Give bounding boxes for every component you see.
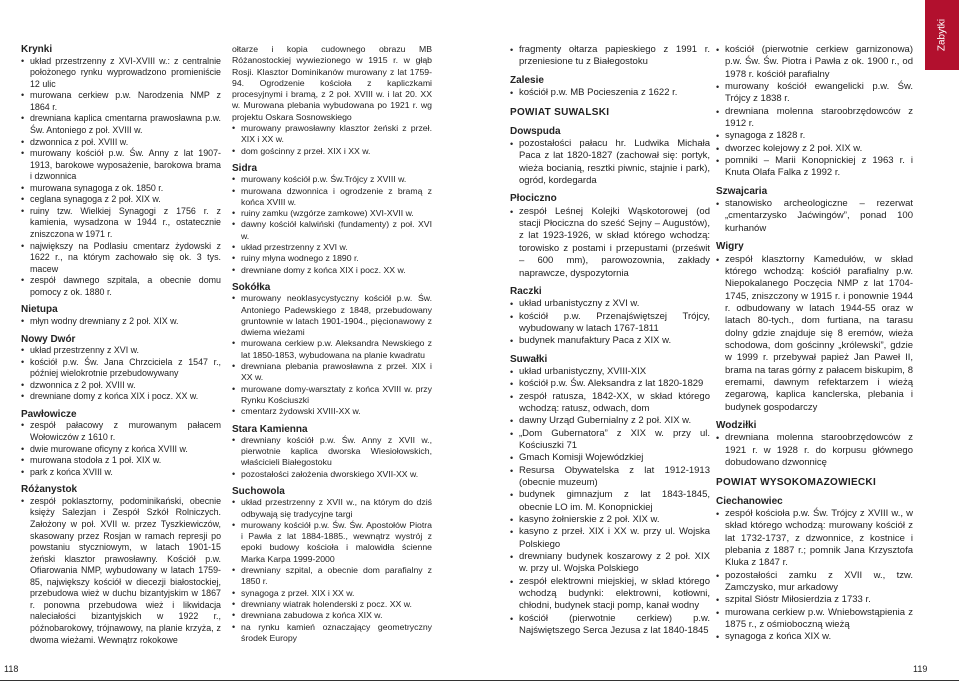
monument-entry: • stanowisko archeologiczne – rezerwat „cmentarzysko Jaćwingów”, ponad 100 kurhanów	[716, 198, 913, 235]
monument-entry: • zespół elektrowni miejskiej, w skład którego wchodzą budynki: elektrowni, kotłowni, chłodni, budynek stacji pomp, kanał wodny	[510, 576, 710, 613]
monument-entry: • pozostałości założenia dworskiego XVII-XX w.	[232, 469, 432, 480]
monument-entry: • drewniany szpital, a obecnie dom parafialny z 1850 r.	[232, 565, 432, 588]
locality-section	[716, 44, 913, 180]
monument-entry: • synagoga z końca XIX w.	[716, 631, 913, 643]
section-tab-label: Zabytki	[936, 18, 948, 52]
monument-entry: • synagoga z 1828 r.	[716, 130, 913, 142]
locality-section	[510, 126, 710, 188]
monument-entry: • murowany kościół p.w. Św.Trójcy z XVIII w.	[232, 174, 432, 185]
section-tab	[925, 0, 959, 70]
monument-list	[510, 206, 710, 280]
footer-rule	[0, 680, 959, 681]
monument-list	[21, 496, 221, 646]
monument-entry: • kasyno z przeł. XIX i XX w. przy ul. Wojska Polskiego	[510, 526, 710, 551]
monument-entry: • murowana cerkiew p.w. Aleksandra Newskiego z lat 1850-1853, wybudowana na planie kwadratu	[232, 338, 432, 361]
monument-entry: • Gmach Komisji Wojewódzkiej	[510, 452, 710, 464]
monument-entry: • zespół pałacowy z murowanym pałacem Wołowiczów z 1610 r.	[21, 420, 221, 443]
monument-entry: • układ urbanistyczny, XVIII-XIX	[510, 366, 710, 378]
locality-section	[510, 75, 710, 100]
monument-entry: • dzwonnica z 2 poł. XVIII w.	[21, 380, 221, 392]
locality-heading: Nietupa	[21, 304, 58, 316]
monument-entry: • murowany kościół ewangelicki p.w. Św. Trójcy z 1838 r.	[716, 81, 913, 106]
locality-heading: Szwajcaria	[716, 185, 768, 197]
locality-section	[510, 44, 710, 69]
monument-entry: • murowana dzwonnica i ogrodzenie z bramą z końca XVIII w.	[232, 186, 432, 209]
monument-list	[716, 198, 913, 235]
county-heading: POWIAT SUWALSKI	[510, 107, 610, 119]
locality-section	[232, 424, 432, 480]
monument-entry: • zespół dawnego szpitala, a obecnie domu pomocy z ok. 1880 r.	[21, 275, 221, 298]
monument-entry: • drewniana plebania prawosławna z przeł. XIX i XX w.	[232, 361, 432, 384]
monument-entry: • młyn wodny drewniany z 2 poł. XIX w.	[21, 316, 221, 328]
locality-section	[232, 44, 432, 157]
locality-section	[716, 420, 913, 469]
locality-heading: Suchowola	[232, 485, 285, 497]
monument-entry: • układ urbanistyczny z XVI w.	[510, 298, 710, 310]
monument-entry: • kościół (pierwotnie cerkiew) p.w. Najświętszego Serca Jezusa z lat 1840-1845	[510, 613, 710, 638]
monument-list	[716, 432, 913, 469]
monument-list	[21, 420, 221, 478]
locality-section	[510, 107, 710, 119]
monument-entry: • murowana cerkiew p.w. Narodzenia NMP z 1864 r.	[21, 90, 221, 113]
monument-entry: • ceglana synagoga z 2 poł. XIX w.	[21, 194, 221, 206]
page-number-right: 119	[913, 664, 928, 674]
locality-section	[716, 477, 913, 489]
monument-list	[232, 293, 432, 417]
locality-heading: Sokółka	[232, 281, 271, 293]
monument-entry: • kościół (pierwotnie cerkiew garnizonowa) p.w. Św. Św. Piotra i Pawła z ok. 1900 r., od 1978 r. kościół parafialny	[716, 44, 913, 81]
monument-entry: • drewniane domy z końca XIX i pocz. XX w.	[232, 265, 432, 276]
monument-entry: • na rynku kamień oznaczający geometryczny środek Europy	[232, 622, 432, 645]
locality-section	[21, 409, 221, 478]
monument-entry: • dawny Urząd Gubernialny z 2 poł. XIX w.	[510, 415, 710, 427]
monument-entry: • drewniany wiatrak holenderski z pocz. XX w.	[232, 599, 432, 610]
monument-entry: • murowany prawosławny klasztor żeński z przeł. XIX i XX w.	[232, 123, 432, 146]
monument-entry: • drewniane domy z końca XIX i pocz. XX w.	[21, 391, 221, 403]
locality-heading: Sidra	[232, 162, 258, 174]
locality-heading: Pawłowicze	[21, 408, 77, 420]
locality-heading: Ciechanowiec	[716, 495, 783, 507]
monument-list	[21, 316, 221, 328]
locality-section	[232, 282, 432, 418]
locality-section	[716, 496, 913, 644]
page-number-left: 118	[4, 664, 19, 674]
locality-heading: Płociczno	[510, 193, 557, 205]
monument-entry: • murowana synagoga z ok. 1850 r.	[21, 183, 221, 195]
monument-list	[510, 44, 710, 69]
locality-section	[21, 304, 221, 327]
locality-section	[510, 193, 710, 279]
monument-list	[510, 87, 710, 99]
locality-heading: Suwałki	[510, 353, 548, 365]
monument-entry: • dworzec kolejowy z 2 poł. XIX w.	[716, 143, 913, 155]
monument-entry: • ruiny tzw. Wielkiej Synagogi z 1756 r. z kamienia, wysadzona w 1944 r., ostatecznie zniszczona w 1971 r.	[21, 206, 221, 241]
monument-entry: • dawny kościół kalwiński (fundamenty) z poł. XVI w.	[232, 219, 432, 242]
monument-list	[510, 138, 710, 187]
monument-entry: • murowana cerkiew p.w. Wniebowstąpienia z 1875 r., z ośmioboczną wieżą	[716, 607, 913, 632]
monument-entry: • zespół poklasztorny, podominikański, obecnie księży Salezjan i Zespół Szkół Rolniczych. Założony w poł. XVII w. przez Tyszkiewiczów, skasowany przez Rosjan w ramach represji po powstaniu styczniowym, w latach 1901-15 żeński klasztor prawosławny. Kościół p.w. Ofiarowania NMP, wybudowany w latach 1759-85, największy kościół w diecezji białostockiej, przebudowa wież w duchu bizantyjskim w 1867 r. ponowna przebudowa wież i likwidacja naleciałości bizantyjskich w 1922 r., późnobarokowy, trójnawowy, na planie krzyża, z dwoma wieżami. Wewnątrz rokokowe	[21, 496, 221, 646]
monument-entry: • drewniana kaplica cmentarna prawosławna p.w. Św. Antoniego z poł. XVIII w.	[21, 113, 221, 136]
locality-section	[21, 44, 221, 298]
monument-entry: • murowany kościół p.w. Św. Św. Apostołów Piotra i Pawła z lat 1884-1885., wewnątrz wystrój z epoki budowy kościoła i malowidła ścienne Marka Karpa 1999-2000	[232, 520, 432, 565]
monument-entry: • synagoga z przeł. XIX i XX w.	[232, 588, 432, 599]
monument-entry: • kasyno żołnierskie z 2 poł. XIX w.	[510, 514, 710, 526]
monument-entry: • dom gościnny z przeł. XIX i XX w.	[232, 146, 432, 157]
monument-list	[510, 298, 710, 347]
monument-list	[510, 366, 710, 638]
locality-heading: Wigry	[716, 241, 744, 253]
monument-entry: • murowany neoklasycystyczny kościół p.w. Św. Antoniego Padewskiego z 1848, przebudowany gruntownie w latach 1901-1904., pięcionawowy z dwiema wieżami	[232, 293, 432, 338]
locality-section	[510, 354, 710, 638]
monument-list	[232, 435, 432, 480]
locality-heading: Różanystok	[21, 484, 78, 496]
locality-section	[232, 163, 432, 276]
locality-section	[21, 484, 221, 646]
monument-entry: • pomniki – Marii Konopnickiej z 1963 r. i Knuta Olafa Falka z 1992 r.	[716, 155, 913, 180]
monument-entry: • dwie murowane oficyny z końca XVIII w.	[21, 444, 221, 456]
locality-heading: Nowy Dwór	[21, 333, 76, 345]
monument-list	[232, 174, 432, 276]
monument-entry: • ruiny zamku (wzgórze zamkowe) XVI-XVII w.	[232, 208, 432, 219]
monument-list	[716, 254, 913, 414]
monument-list	[232, 123, 432, 157]
monument-entry: • cmentarz żydowski XVIII-XX w.	[232, 406, 432, 417]
column-3	[510, 44, 710, 643]
locality-section	[21, 334, 221, 403]
monument-entry: • drewniany kościół p.w. Św. Anny z XVII w., pierwotnie kaplica dworska Wiesiołowskich, właścicieli Białegostoku	[232, 435, 432, 469]
monument-entry: • układ przestrzenny z XVI w.	[232, 242, 432, 253]
monument-entry: • pozostałości zamku z XVII w., tzw. Zamczysko, mur arkadowy	[716, 570, 913, 595]
monument-list	[21, 345, 221, 403]
monument-entry: • drewniany budynek koszarowy z 2 poł. XIX w. przy ul. Wojska Polskiego	[510, 551, 710, 576]
monument-list	[232, 497, 432, 644]
locality-heading: Wodziłki	[716, 419, 757, 431]
monument-entry: • układ przestrzenny z XVI w.	[21, 345, 221, 357]
locality-section	[510, 286, 710, 348]
monument-entry: • budynek gimnazjum z lat 1843-1845, obecnie LO im. M. Konopnickiej	[510, 489, 710, 514]
monument-entry: • kościół p.w. Św. Aleksandra z lat 1820-1829	[510, 378, 710, 390]
monument-entry: • Resursa Obywatelska z lat 1912-1913 (obecnie muzeum)	[510, 465, 710, 490]
locality-section	[716, 186, 913, 235]
monument-entry: • kościół p.w. MB Pocieszenia z 1622 r.	[510, 87, 710, 99]
monument-entry: • drewniana molenna staroobrzędowców z 1921 r. w 1928 r. do korpusu głównego dobudowano dzwonnicę	[716, 432, 913, 469]
continued-text: ołtarze i kopia cudownego obrazu MB Różanostockiej wywiezionego w 1915 r. w głąb Rosji. Klasztor Dominikanów murowany z lat 1759-94. Ogrodzenie kościoła z kapliczkami procesyjnymi i bramą, z 2 poł. XVIII w. i lat 20. XX w. Murowana plebania wybudowana po 1921 r. wg projektu Oskara Sosnowskiego	[232, 44, 432, 122]
column-1	[21, 44, 221, 652]
monument-entry: • kościół p.w. Przenajświętszej Trójcy, wybudowany w latach 1767-1811	[510, 311, 710, 336]
monument-entry: • zespół kościoła p.w. Św. Trójcy z XVIII w., w skład którego wchodzą: murowany kościół z lat 1732-1737, z dzwonnice, z kostnice i plebania z 1887 r.; pomnik Jana Krzysztofa Kluka z 1847 r.	[716, 508, 913, 570]
monument-entry: • drewniana molenna staroobrzędowców z 1912 r.	[716, 106, 913, 131]
monument-entry: • największy na Podlasiu cmentarz żydowski z 1622 r., na którym zachowało się ok. 3 tys. macew	[21, 241, 221, 276]
monument-entry: • dzwonnica z poł. XVIII w.	[21, 137, 221, 149]
column-2	[232, 44, 432, 650]
locality-heading: Dowspuda	[510, 125, 561, 137]
locality-heading: Raczki	[510, 285, 542, 297]
monument-entry: • murowane domy-warsztaty z końca XVIII w. przy Rynku Kościuszki	[232, 384, 432, 407]
county-heading: POWIAT WYSOKOMAZOWIECKI	[716, 477, 877, 489]
monument-entry: • zespół klasztorny Kamedułów, w skład którego wchodzą: kościół parafialny p.w. Niepokalanego Poczęcia NMP z lat 1704-1745, zniszczony w 1915 r. i ponownie 1944 r. odbudowany w latach 1944-55 oraz w latach 80-tych., dom furtiana, na tarasu dolny gdzie znajduje się 8 eremów, wieża schodowa, dom gościnny „królewski”, gdzie w 1999 r. przebywał papież Jan Paweł II, brama na taras górny z pałacem biskupim, 8 eremami, dawnym refektarzem i wieżą zegarową, kaplica kanclerska, plebania i budynek gospodarczy	[716, 254, 913, 414]
monument-entry: • zespół ratusza, 1842-XX, w skład którego wchodzą: ratusz, odwach, dom	[510, 391, 710, 416]
locality-heading: Zalesie	[510, 74, 544, 86]
locality-heading: Krynki	[21, 44, 53, 55]
column-4	[716, 44, 913, 650]
monument-list	[21, 56, 221, 299]
monument-entry: • fragmenty ołtarza papieskiego z 1991 r. przeniesione tu z Białegostoku	[510, 44, 710, 69]
locality-section	[716, 241, 913, 414]
locality-section	[232, 486, 432, 644]
monument-list	[716, 44, 913, 180]
locality-heading: Stara Kamienna	[232, 423, 308, 435]
monument-entry: • ruiny młyna wodnego z 1890 r.	[232, 253, 432, 264]
monument-entry: • „Dom Gubernatora” z XIX w. przy ul. Kościuszki 71	[510, 428, 710, 453]
monument-entry: • pozostałości pałacu hr. Ludwika Michała Paca z lat 1820-1827 (zachował się: portyk, wieża bocianią, resztki piwnic, stajnie i park), ogród, kordegarda	[510, 138, 710, 187]
monument-entry: • zespół Leśnej Kolejki Wąskotorowej (od stacji Płociczna do sześć Sejny – Augustów), z lat 1923-1926, w skład którego wchodzą: torowisko z postami i przepustami (prześwit – 600 mm), parowozownia, zakłady naprawcze, dyspozytornia	[510, 206, 710, 280]
monument-entry: • murowana stodoła z 1 poł. XIX w.	[21, 455, 221, 467]
monument-entry: • szpital Sióstr Miłosierdzia z 1733 r.	[716, 594, 913, 606]
monument-entry: • układ przestrzenny z XVI-XVIII w.: z centralnie położonego rynku wyprowadzono promieniście 12 ulic	[21, 56, 221, 91]
monument-entry: • układ przestrzenny z XVII w., na którym do dziś odbywają się tradycyjne targi	[232, 497, 432, 520]
monument-entry: • murowany kościół p.w. Św. Anny z lat 1907-1913, barokowe wyposażenie, barokowa brama i dzwonnica	[21, 148, 221, 183]
monument-entry: • budynek manufaktury Paca z XIX w.	[510, 335, 710, 347]
monument-entry: • kościół p.w. Św. Jana Chrzciciela z 1547 r., później wielokrotnie przebudowywany	[21, 357, 221, 380]
monument-list	[716, 508, 913, 644]
monument-entry: • park z końca XVIII w.	[21, 467, 221, 479]
monument-entry: • drewniana zabudowa z końca XIX w.	[232, 610, 432, 621]
